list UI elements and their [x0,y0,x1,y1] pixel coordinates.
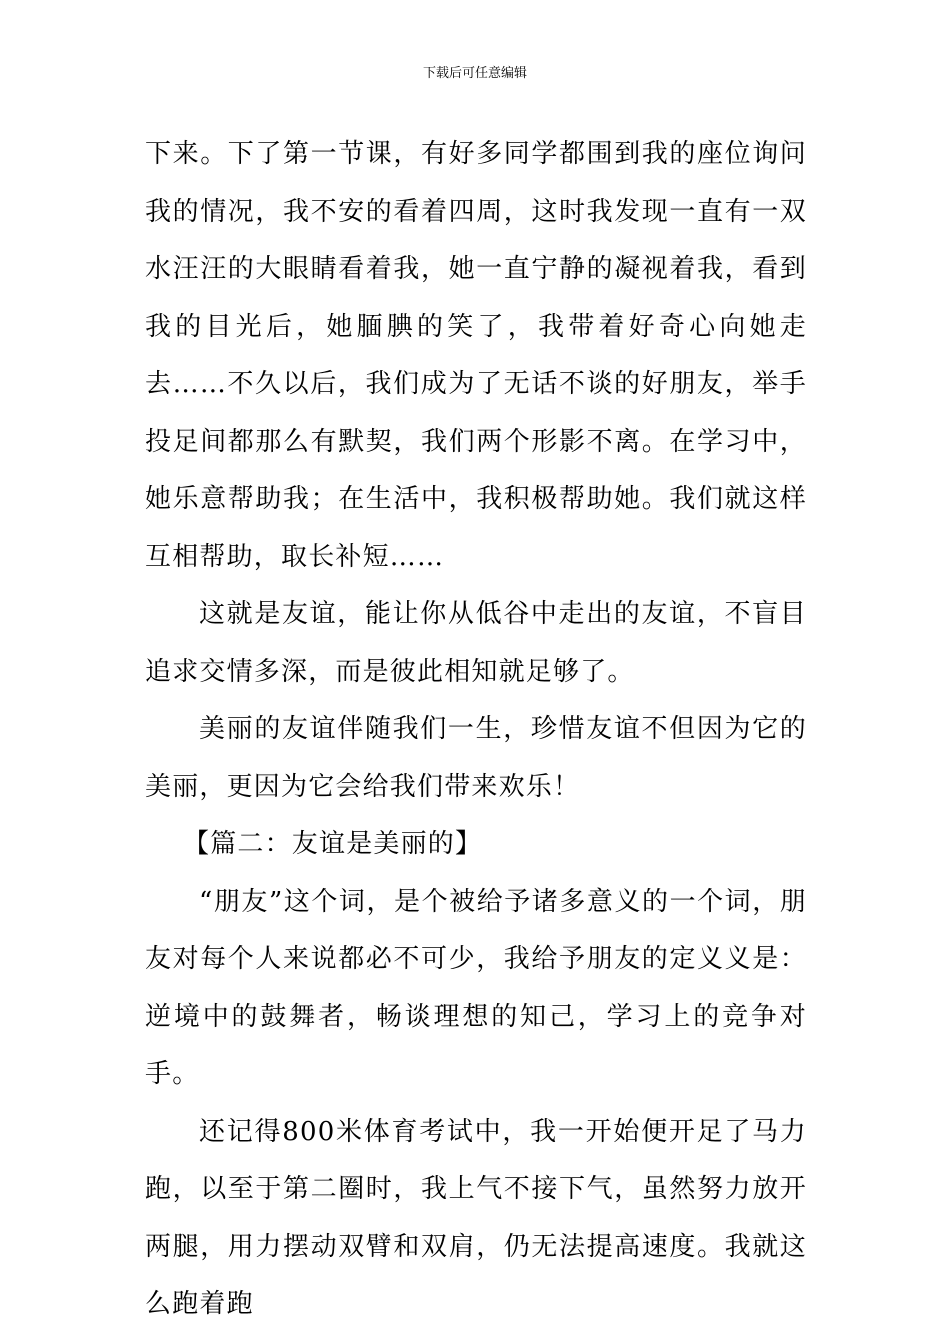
paragraph-2: 这就是友谊，能让你从低谷中走出的友谊，不盲目追求交情多深，而是彼此相知就足够了。 [145,599,807,687]
page-header: 下载后可任意编辑 [422,66,527,81]
paragraph-1: 下来。下了第一节课，有好多同学都围到我的座位询问我的情况，我不安的看着四周，这时我发现一直有一双水汪汪的大眼睛看着我，她一直宁静的凝视着我，看到我的目光后，她腼腆的笑了，我带着好奇心向她走去……不久以后，我们成为了无话不谈的好朋友，举手投足间都那么有默契，我们两个形影不离。在学习中，她乐意帮助我；在生活中，我积极帮助她。我们就这样互相帮助，取长补短…… [145,139,807,572]
paragraph-6: 还记得800米体育考试中，我一开始便开足了马力跑，以至于第二圈时，我上气不接下气，虽然努力放开两腿，用力摆动双臂和双肩，仍无法提高速度。我就这么跑着跑 [145,1116,807,1319]
paragraph-5: “朋友”这个词，是个被给予诸多意义的一个词，朋友对每个人来说都必不可少，我给予朋友的定义义是：逆境中的鼓舞者，畅谈理想的知己，学习上的竞争对手。 [145,886,807,1089]
paragraph-3: 美丽的友谊伴随我们一生，珍惜友谊不但因为它的美丽，更因为它会给我们带来欢乐！ [145,714,807,802]
section-heading: 【篇二：友谊是美丽的】 [183,829,483,859]
document-body [145,126,807,1334]
